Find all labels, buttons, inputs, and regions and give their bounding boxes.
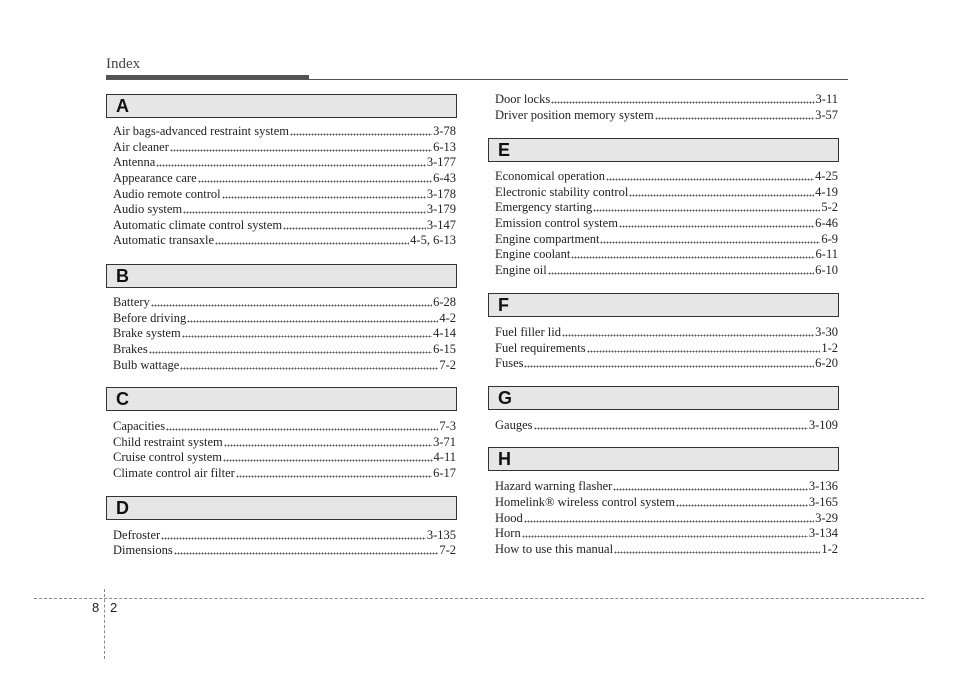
entry-page: 6-17 bbox=[433, 466, 456, 480]
index-entry[interactable] bbox=[495, 107, 838, 123]
leader-dots bbox=[676, 497, 808, 507]
entry-name: Engine oil bbox=[495, 263, 547, 277]
entry-page: 5-2 bbox=[821, 200, 838, 214]
entry-page: 6-43 bbox=[433, 171, 456, 185]
index-entry[interactable] bbox=[113, 341, 456, 357]
leader-dots bbox=[170, 142, 432, 152]
entry-name: Engine coolant bbox=[495, 247, 571, 261]
header-rule bbox=[106, 79, 848, 80]
section-letter: A bbox=[116, 96, 129, 116]
entry-page: 6-11 bbox=[815, 247, 838, 261]
index-entry[interactable] bbox=[113, 201, 456, 217]
index-entry[interactable] bbox=[113, 294, 456, 310]
leader-dots bbox=[613, 481, 808, 491]
entry-page: 3-78 bbox=[433, 124, 456, 138]
index-entry[interactable] bbox=[495, 231, 838, 247]
chapter-number: 8 bbox=[92, 600, 100, 615]
index-entry[interactable] bbox=[495, 262, 838, 278]
index-entry[interactable] bbox=[495, 355, 838, 371]
entry-name: Audio system bbox=[113, 202, 183, 216]
section-letter: D bbox=[116, 498, 129, 518]
leader-dots bbox=[606, 171, 814, 181]
leader-dots bbox=[236, 468, 432, 478]
entry-page: 3-29 bbox=[815, 511, 838, 525]
section-header-c bbox=[106, 387, 457, 411]
entry-page: 3-30 bbox=[815, 325, 838, 339]
entry-name: Before driving bbox=[113, 311, 187, 325]
section-letter: B bbox=[116, 266, 129, 286]
entry-page: 6-46 bbox=[815, 216, 838, 230]
entry-name: Defroster bbox=[113, 528, 161, 542]
section-letter: C bbox=[116, 389, 129, 409]
entry-page: 4-2 bbox=[439, 311, 456, 325]
leader-dots bbox=[593, 202, 820, 212]
section-header-d bbox=[106, 496, 457, 520]
index-entry[interactable] bbox=[113, 154, 456, 170]
leader-dots bbox=[522, 528, 808, 538]
section-letter: E bbox=[498, 140, 511, 160]
leader-dots bbox=[224, 437, 432, 447]
leader-dots bbox=[524, 358, 814, 368]
index-entry[interactable] bbox=[495, 246, 838, 262]
entry-page: 3-109 bbox=[808, 418, 838, 432]
index-entry[interactable] bbox=[495, 184, 838, 200]
entry-name: Automatic transaxle bbox=[113, 233, 215, 247]
entry-page: 6-15 bbox=[433, 342, 456, 356]
index-entry[interactable] bbox=[113, 325, 456, 341]
entry-name: Capacities bbox=[113, 419, 166, 433]
entry-name: Audio remote control bbox=[113, 187, 221, 201]
leader-dots bbox=[198, 173, 432, 183]
index-entry[interactable] bbox=[113, 186, 456, 202]
leader-dots bbox=[180, 360, 438, 370]
index-entry[interactable] bbox=[113, 232, 456, 248]
leader-dots bbox=[182, 328, 432, 338]
leader-dots bbox=[562, 327, 814, 337]
entry-page: 6-20 bbox=[815, 356, 838, 370]
section-header-b bbox=[106, 264, 457, 288]
index-entry[interactable] bbox=[113, 357, 456, 373]
index-entry[interactable] bbox=[113, 310, 456, 326]
entry-page: 3-57 bbox=[815, 108, 838, 122]
index-entry[interactable] bbox=[495, 215, 838, 231]
leader-dots bbox=[215, 235, 409, 245]
leader-dots bbox=[151, 297, 432, 307]
footer-rule bbox=[34, 598, 924, 599]
leader-dots bbox=[655, 110, 814, 120]
entry-name: Brakes bbox=[113, 342, 148, 356]
index-entry[interactable] bbox=[495, 478, 838, 494]
entry-name: How to use this manual bbox=[495, 542, 614, 556]
leader-dots bbox=[290, 126, 432, 136]
index-entry[interactable] bbox=[113, 418, 456, 434]
entry-page: 7-3 bbox=[439, 419, 456, 433]
entry-page: 1-2 bbox=[821, 341, 838, 355]
leader-dots bbox=[534, 420, 808, 430]
leader-dots bbox=[223, 452, 433, 462]
entry-page: 7-2 bbox=[439, 358, 456, 372]
leader-dots bbox=[587, 343, 821, 353]
index-entry[interactable] bbox=[113, 123, 456, 139]
entry-name: Climate control air filter bbox=[113, 466, 235, 480]
leader-dots bbox=[548, 265, 814, 275]
entry-name: Fuel filler lid bbox=[495, 325, 561, 339]
entry-name: Fuses bbox=[495, 356, 524, 370]
entry-page: 4-11 bbox=[433, 450, 456, 464]
entry-page: 3-178 bbox=[426, 187, 456, 201]
section-header-a bbox=[106, 94, 457, 118]
entry-name: Emission control system bbox=[495, 216, 618, 230]
section-header-e bbox=[488, 138, 839, 162]
entry-page: 3-179 bbox=[426, 202, 456, 216]
leader-dots bbox=[161, 530, 426, 540]
entry-name: Horn bbox=[495, 526, 521, 540]
index-entry[interactable] bbox=[113, 170, 456, 186]
index-entry[interactable] bbox=[495, 340, 838, 356]
entry-name: Cruise control system bbox=[113, 450, 223, 464]
leader-dots bbox=[619, 218, 814, 228]
index-entry[interactable] bbox=[495, 494, 838, 510]
entry-name: Gauges bbox=[495, 418, 533, 432]
section-letter: H bbox=[498, 449, 511, 469]
entry-name: Automatic climate control system bbox=[113, 218, 283, 232]
entry-page: 6-13 bbox=[433, 140, 456, 154]
index-entry[interactable] bbox=[495, 91, 838, 107]
section-letter: G bbox=[498, 388, 513, 408]
section-letter: F bbox=[498, 295, 509, 315]
entry-page: 3-136 bbox=[808, 479, 838, 493]
entry-name: Engine compartment bbox=[495, 232, 600, 246]
entry-name: Electronic stability control bbox=[495, 185, 629, 199]
entry-name: Dimensions bbox=[113, 543, 173, 557]
entry-page: 3-147 bbox=[426, 218, 456, 232]
entry-page: 4-5, 6-13 bbox=[410, 233, 456, 247]
index-entry[interactable] bbox=[113, 139, 456, 155]
entry-page: 6-28 bbox=[433, 295, 456, 309]
entry-page: 1-2 bbox=[821, 542, 838, 556]
index-entry[interactable] bbox=[113, 217, 456, 233]
index-entry[interactable] bbox=[495, 199, 838, 215]
entry-name: Battery bbox=[113, 295, 150, 309]
index-entry[interactable] bbox=[113, 449, 456, 465]
entry-name: Bulb wattage bbox=[113, 358, 180, 372]
index-entry[interactable] bbox=[113, 542, 456, 558]
entry-name: Economical operation bbox=[495, 169, 606, 183]
leader-dots bbox=[187, 313, 438, 323]
footer-divider bbox=[104, 589, 105, 659]
entry-name: Brake system bbox=[113, 326, 181, 340]
entry-page: 4-25 bbox=[815, 169, 838, 183]
section-header-f bbox=[488, 293, 839, 317]
entry-name: Emergency starting bbox=[495, 200, 593, 214]
entry-name: Air cleaner bbox=[113, 140, 169, 154]
leader-dots bbox=[156, 157, 425, 167]
page-title: Index bbox=[106, 56, 141, 72]
entry-name: Hood bbox=[495, 511, 523, 525]
entry-name: Door locks bbox=[495, 92, 551, 106]
entry-page: 3-11 bbox=[815, 92, 838, 106]
leader-dots bbox=[174, 545, 439, 555]
index-entry[interactable] bbox=[495, 324, 838, 340]
index-entry[interactable] bbox=[495, 168, 838, 184]
leader-dots bbox=[571, 249, 814, 259]
index-entry[interactable] bbox=[113, 434, 456, 450]
entry-name: Antenna bbox=[113, 155, 156, 169]
leader-dots bbox=[283, 220, 426, 230]
entry-page: 7-2 bbox=[439, 543, 456, 557]
leader-dots bbox=[614, 544, 820, 554]
entry-page: 3-165 bbox=[808, 495, 838, 509]
entry-page: 6-9 bbox=[821, 232, 838, 246]
index-entry[interactable] bbox=[113, 465, 456, 481]
entry-name: Hazard warning flasher bbox=[495, 479, 613, 493]
entry-page: 3-134 bbox=[808, 526, 838, 540]
entry-page: 4-19 bbox=[815, 185, 838, 199]
entry-page: 3-177 bbox=[426, 155, 456, 169]
entry-page: 3-71 bbox=[433, 435, 456, 449]
entry-page: 4-14 bbox=[433, 326, 456, 340]
page-number: 2 bbox=[110, 600, 118, 615]
entry-name: Driver position memory system bbox=[495, 108, 654, 122]
index-entry[interactable] bbox=[495, 417, 838, 433]
entry-name: Air bags-advanced restraint system bbox=[113, 124, 289, 138]
leader-dots bbox=[222, 189, 426, 199]
section-header-h bbox=[488, 447, 839, 471]
leader-dots bbox=[600, 234, 820, 244]
entry-name: Appearance care bbox=[113, 171, 197, 185]
entry-name: Homelink® wireless control system bbox=[495, 495, 675, 509]
entry-page: 6-10 bbox=[815, 263, 838, 277]
leader-dots bbox=[166, 421, 438, 431]
entry-name: Child restraint system bbox=[113, 435, 223, 449]
index-entry[interactable] bbox=[113, 527, 456, 543]
entry-name: Fuel requirements bbox=[495, 341, 586, 355]
section-header-g bbox=[488, 386, 839, 410]
index-entry[interactable] bbox=[495, 525, 838, 541]
leader-dots bbox=[183, 204, 426, 214]
leader-dots bbox=[551, 94, 814, 104]
entry-page: 3-135 bbox=[426, 528, 456, 542]
leader-dots bbox=[149, 344, 432, 354]
index-entry[interactable] bbox=[495, 541, 838, 557]
leader-dots bbox=[629, 187, 814, 197]
index-entry[interactable] bbox=[495, 510, 838, 526]
leader-dots bbox=[524, 513, 814, 523]
